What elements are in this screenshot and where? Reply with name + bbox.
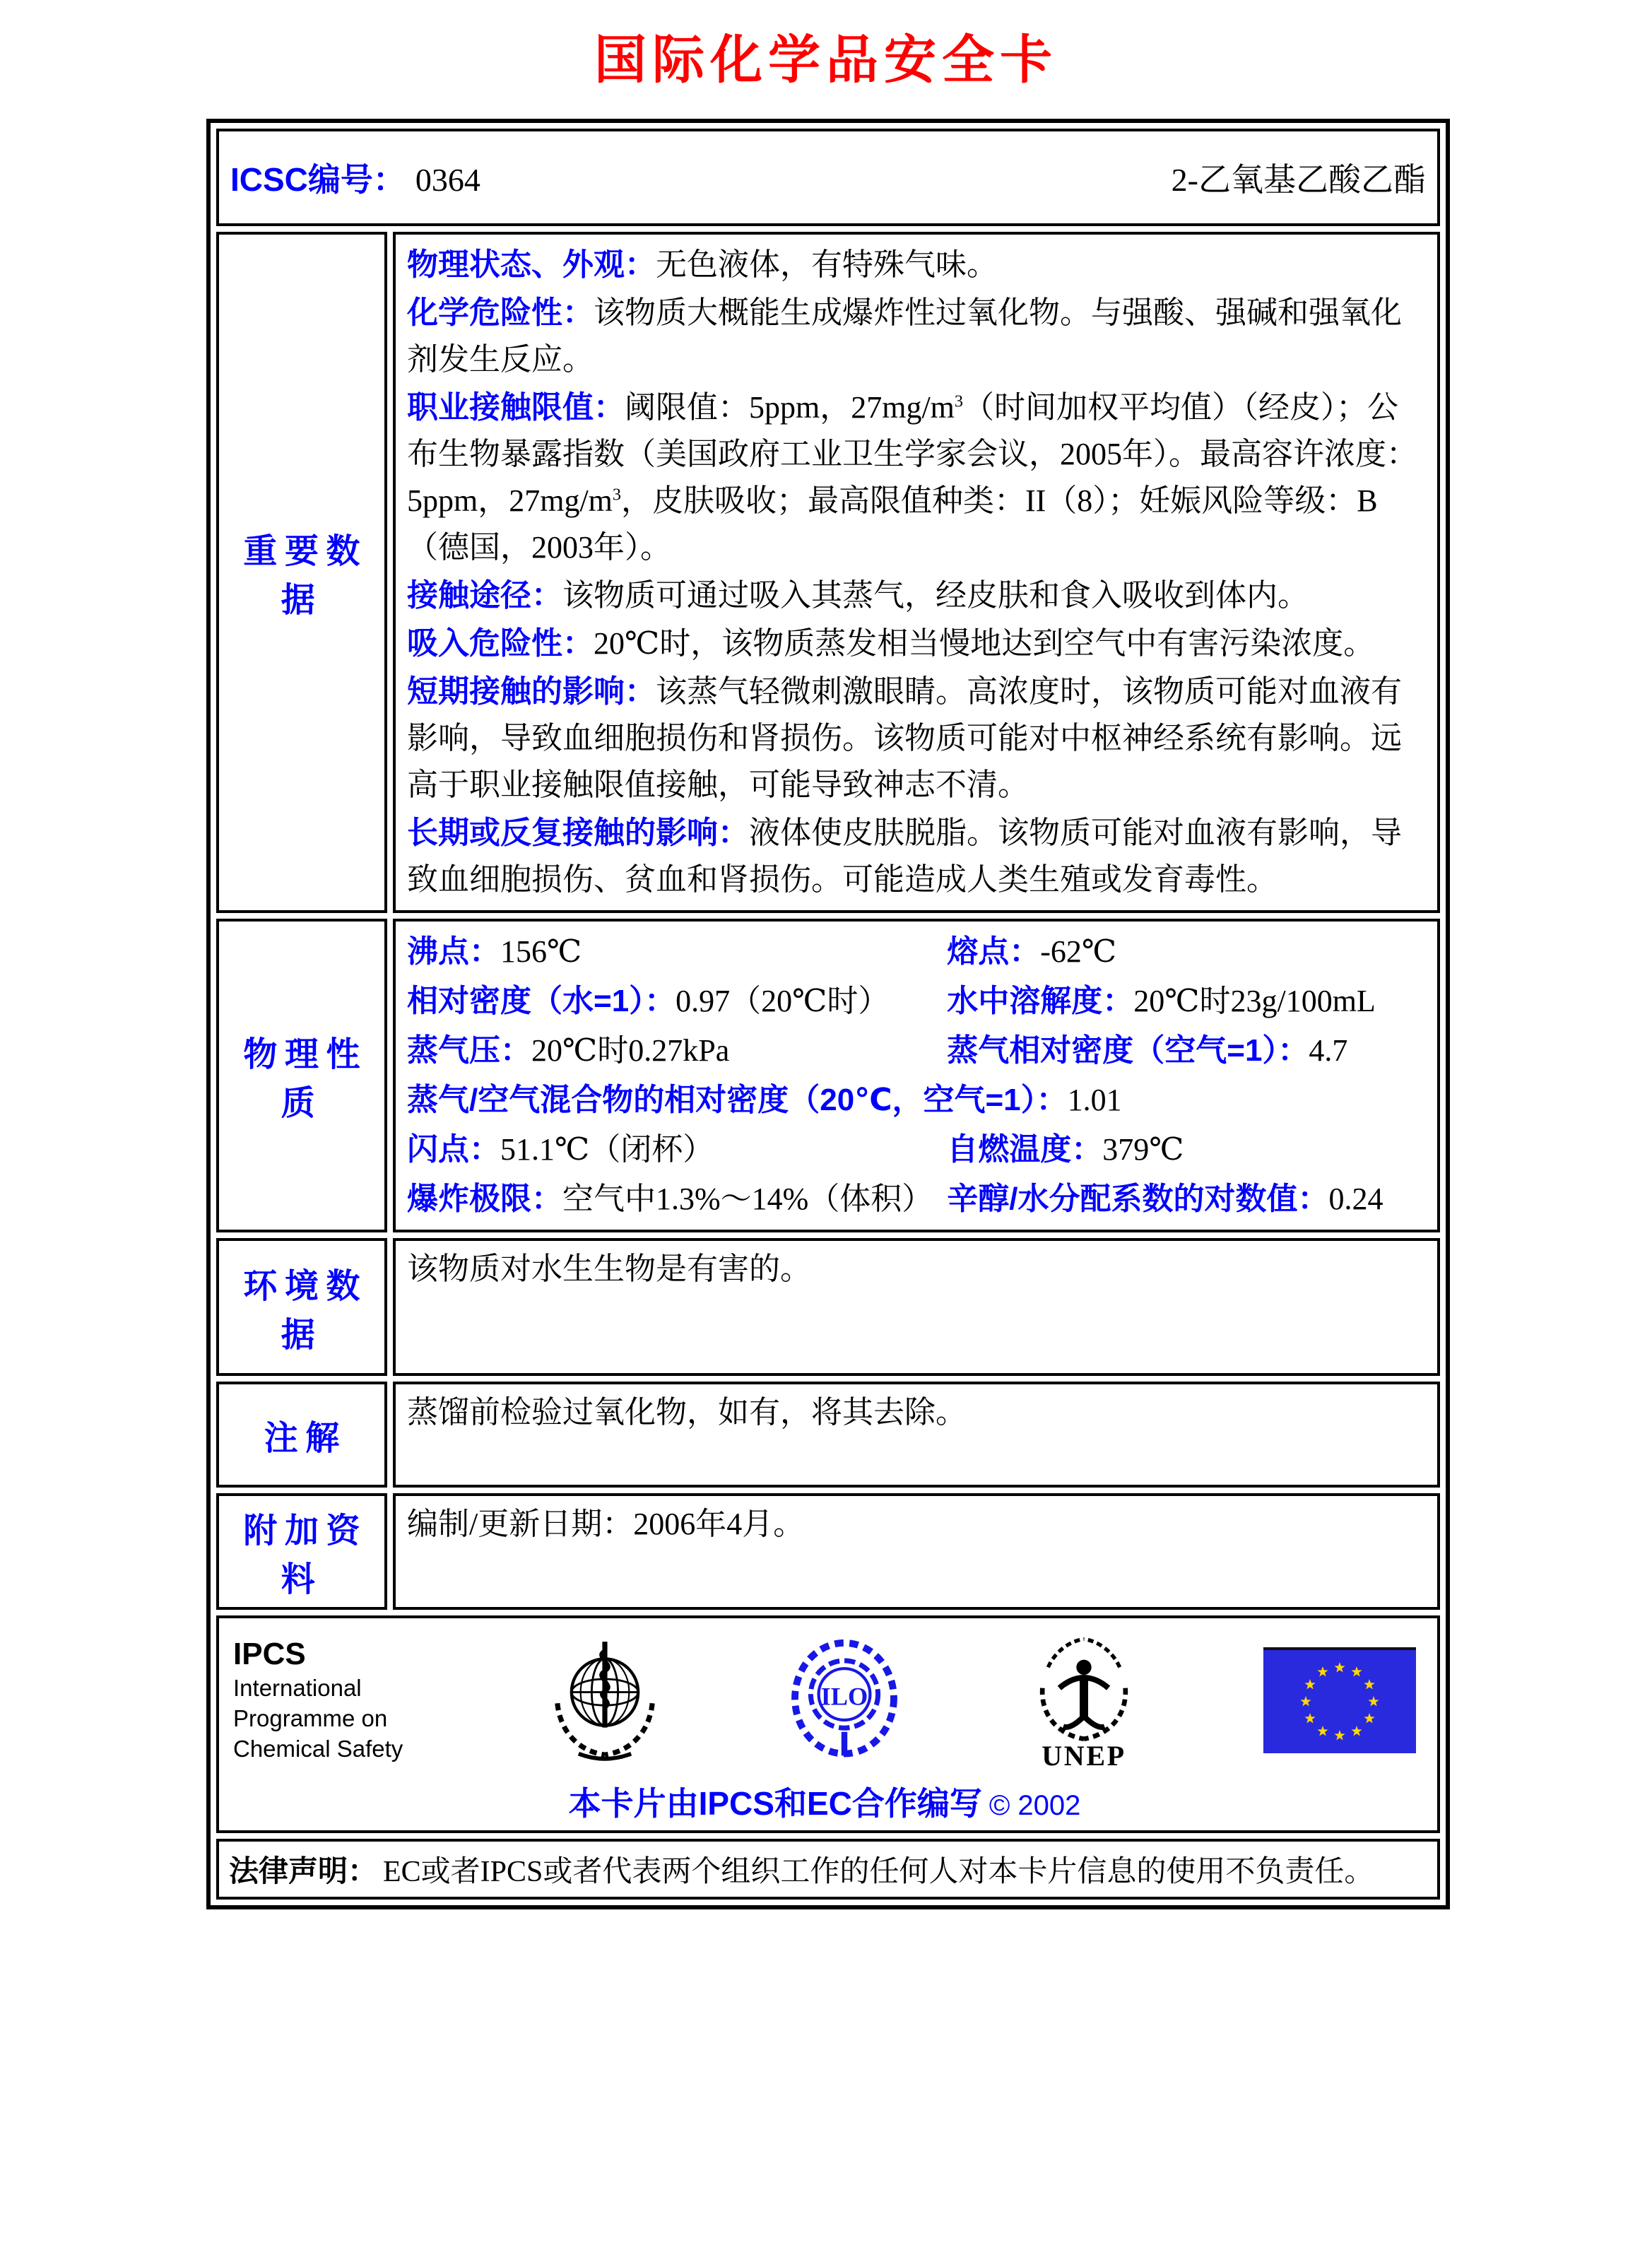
legal-cell <box>216 1839 1440 1900</box>
property-cell <box>947 1174 1426 1224</box>
additional-info-label-cell <box>216 1493 387 1610</box>
field-label: 闪点： <box>407 1132 500 1167</box>
paragraph <box>407 620 1426 667</box>
important-data-label: 重要数据 <box>243 533 368 619</box>
property-row <box>407 927 1426 977</box>
field-text: 20℃时23g/100mL <box>1133 984 1376 1018</box>
ipcs-acronym: IPCS <box>233 1637 306 1672</box>
field-text: 3 <box>954 391 963 411</box>
paragraph <box>407 1503 1426 1545</box>
property-cell <box>407 1125 947 1174</box>
physical-properties-content <box>393 919 1440 1232</box>
paragraph <box>407 1391 1426 1434</box>
cooperation-caption <box>233 1778 1416 1825</box>
paragraph <box>407 810 1426 903</box>
field-text: 379℃ <box>1102 1132 1184 1167</box>
header-row <box>216 129 1440 226</box>
environmental-data-content <box>393 1238 1440 1376</box>
field-text: 156℃ <box>500 934 582 969</box>
property-row <box>407 1076 1426 1125</box>
property-cell <box>407 927 947 977</box>
field-text: 20℃时0.27kPa <box>531 1033 730 1068</box>
field-text: 无色液体，有特殊气味。 <box>656 247 998 282</box>
paragraph <box>407 290 1426 383</box>
field-text: 空气中1.3%～14%（体积） <box>562 1182 933 1216</box>
field-text: 该物质对水生生物是有害的。 <box>407 1252 811 1286</box>
important-data-label-cell <box>216 232 387 913</box>
page-title: 国际化学品安全卡 <box>594 32 1058 90</box>
field-label: 相对密度（水=1）： <box>407 984 676 1018</box>
property-cell <box>947 977 1426 1026</box>
who-logo-icon <box>544 1637 666 1764</box>
property-cell <box>407 1076 1426 1125</box>
field-text: ，皮肤吸收；最高限值种类：II（8）；妊娠风险等级：B（德国，2003年）。 <box>407 483 1378 565</box>
field-label: 自燃温度： <box>947 1132 1103 1167</box>
paragraph <box>407 669 1426 808</box>
property-row <box>407 1174 1426 1224</box>
section-environmental-data <box>216 1238 1440 1376</box>
section-notes <box>216 1382 1440 1488</box>
icsc-header-cell <box>216 129 1440 226</box>
field-label: 吸入危险性： <box>407 626 594 661</box>
chemical-name: 2-乙氧基乙酸乙酯 <box>1171 162 1426 198</box>
property-cell <box>947 927 1426 977</box>
property-row <box>407 1125 1426 1174</box>
field-text: -62℃ <box>1040 934 1117 969</box>
section-additional-info <box>216 1493 1440 1610</box>
property-cell <box>947 1026 1426 1076</box>
field-label: 职业接触限值： <box>407 390 625 425</box>
field-text: 该蒸气轻微刺激眼睛。高浓度时，该物质可能对血液有影响，导致血细胞损伤和肾损伤。该物质可能对中枢神经系统有影响。远高于职业接触限值接触，可能导致神志不清。 <box>407 674 1402 802</box>
property-cell <box>407 1026 947 1076</box>
field-label: 物理状态、外观： <box>407 247 656 282</box>
section-physical-properties <box>216 919 1440 1232</box>
field-label: 蒸气压： <box>407 1033 531 1068</box>
field-text: 蒸馏前检验过氧化物，如有，将其去除。 <box>407 1395 967 1430</box>
field-text: 该物质大概能生成爆炸性过氧化物。与强酸、强碱和强氧化剂发生反应。 <box>407 295 1402 377</box>
section-logos <box>216 1615 1440 1833</box>
ipcs-name-line: Programme on <box>233 1705 388 1731</box>
field-text: 阈限值：5ppm，27mg/m <box>625 390 955 425</box>
section-legal <box>216 1839 1440 1900</box>
icsc-card-table <box>206 119 1450 1909</box>
field-label: 水中溶解度： <box>947 984 1134 1018</box>
section-important-data <box>216 232 1440 913</box>
logos-cell <box>216 1615 1440 1833</box>
field-text: 液体使皮肤脱脂。该物质可能对血液有影响，导致血细胞损伤、贫血和肾损伤。可能造成人类生殖或发育毒性。 <box>407 816 1402 897</box>
field-label: 爆炸极限： <box>407 1182 562 1216</box>
paragraph <box>407 384 1426 571</box>
legal-text: EC或者IPCS或者代表两个组织工作的任何人对本卡片信息的使用不负责任。 <box>383 1856 1374 1888</box>
field-text: 该物质可通过吸入其蒸气，经皮肤和食入吸收到体内。 <box>562 578 1309 613</box>
important-data-content <box>393 232 1440 913</box>
ipcs-name-line: Chemical Safety <box>233 1735 403 1762</box>
logos-strip <box>233 1630 1416 1771</box>
property-cell <box>407 1174 947 1224</box>
property-cell <box>947 1125 1426 1174</box>
notes-label: 注解 <box>264 1419 347 1457</box>
additional-info-label: 附加资料 <box>243 1512 368 1598</box>
eu-flag-icon <box>1263 1647 1416 1753</box>
paragraph <box>407 242 1426 288</box>
notes-label-cell <box>216 1382 387 1488</box>
field-text: 0.24 <box>1328 1182 1383 1216</box>
field-label: 沸点： <box>407 934 500 969</box>
notes-content <box>393 1382 1440 1488</box>
field-label: 熔点： <box>947 934 1041 969</box>
field-text: 1.01 <box>1067 1083 1122 1117</box>
unep-logo-text: UNEP <box>1041 1740 1126 1771</box>
field-label: 短期接触的影响： <box>407 674 656 709</box>
icsc-number-group <box>230 154 480 201</box>
field-text: 0.97（20℃时） <box>675 984 890 1018</box>
unep-logo-icon <box>1024 1630 1144 1771</box>
legal-label: 法律声明： <box>229 1854 378 1888</box>
environmental-data-label-cell <box>216 1238 387 1376</box>
field-label: 长期或反复接触的影响： <box>407 816 749 850</box>
ilo-logo-icon <box>785 1637 904 1764</box>
field-label: 蒸气/空气混合物的相对密度（20℃，空气=1）： <box>407 1083 1068 1117</box>
additional-info-content <box>393 1493 1440 1610</box>
field-label: 化学危险性： <box>407 295 594 330</box>
environmental-data-label: 环境数据 <box>243 1267 368 1354</box>
field-text: （时间加权平均值）（经皮）；公布生物暴露指数（美国政府工业卫生学家会议，2005年）。最高容许浓度：5ppm，27mg/m <box>407 390 1417 518</box>
icsc-number-label: ICSC编号： <box>230 161 406 198</box>
field-label: 蒸气相对密度（空气=1）： <box>947 1033 1309 1068</box>
field-text: 51.1℃（闭杯） <box>500 1132 714 1167</box>
ipcs-name-line: International <box>233 1675 362 1702</box>
field-label: 辛醇/水分配系数的对数值： <box>947 1182 1329 1216</box>
physical-properties-label-cell <box>216 919 387 1232</box>
physical-properties-label: 物理性质 <box>243 1036 368 1122</box>
field-text: 4.7 <box>1309 1033 1348 1068</box>
field-text: 编制/更新日期：2006年4月。 <box>407 1507 805 1541</box>
property-row <box>407 1026 1426 1076</box>
paragraph <box>407 572 1426 619</box>
ilo-logo-text: ILO <box>820 1682 868 1711</box>
icsc-number-value: 0364 <box>415 162 480 198</box>
field-label: 接触途径： <box>407 578 562 613</box>
field-text: 20℃时，该物质蒸发相当慢地达到空气中有害污染浓度。 <box>594 626 1375 661</box>
cooperation-caption-text: 本卡片由IPCS和EC合作编写 <box>568 1785 982 1822</box>
paragraph <box>407 1248 1426 1290</box>
field-text: 3 <box>612 485 621 505</box>
ipcs-text-block <box>233 1636 424 1764</box>
property-row <box>407 977 1426 1026</box>
copyright-text: © 2002 <box>989 1790 1081 1821</box>
property-cell <box>407 977 947 1026</box>
